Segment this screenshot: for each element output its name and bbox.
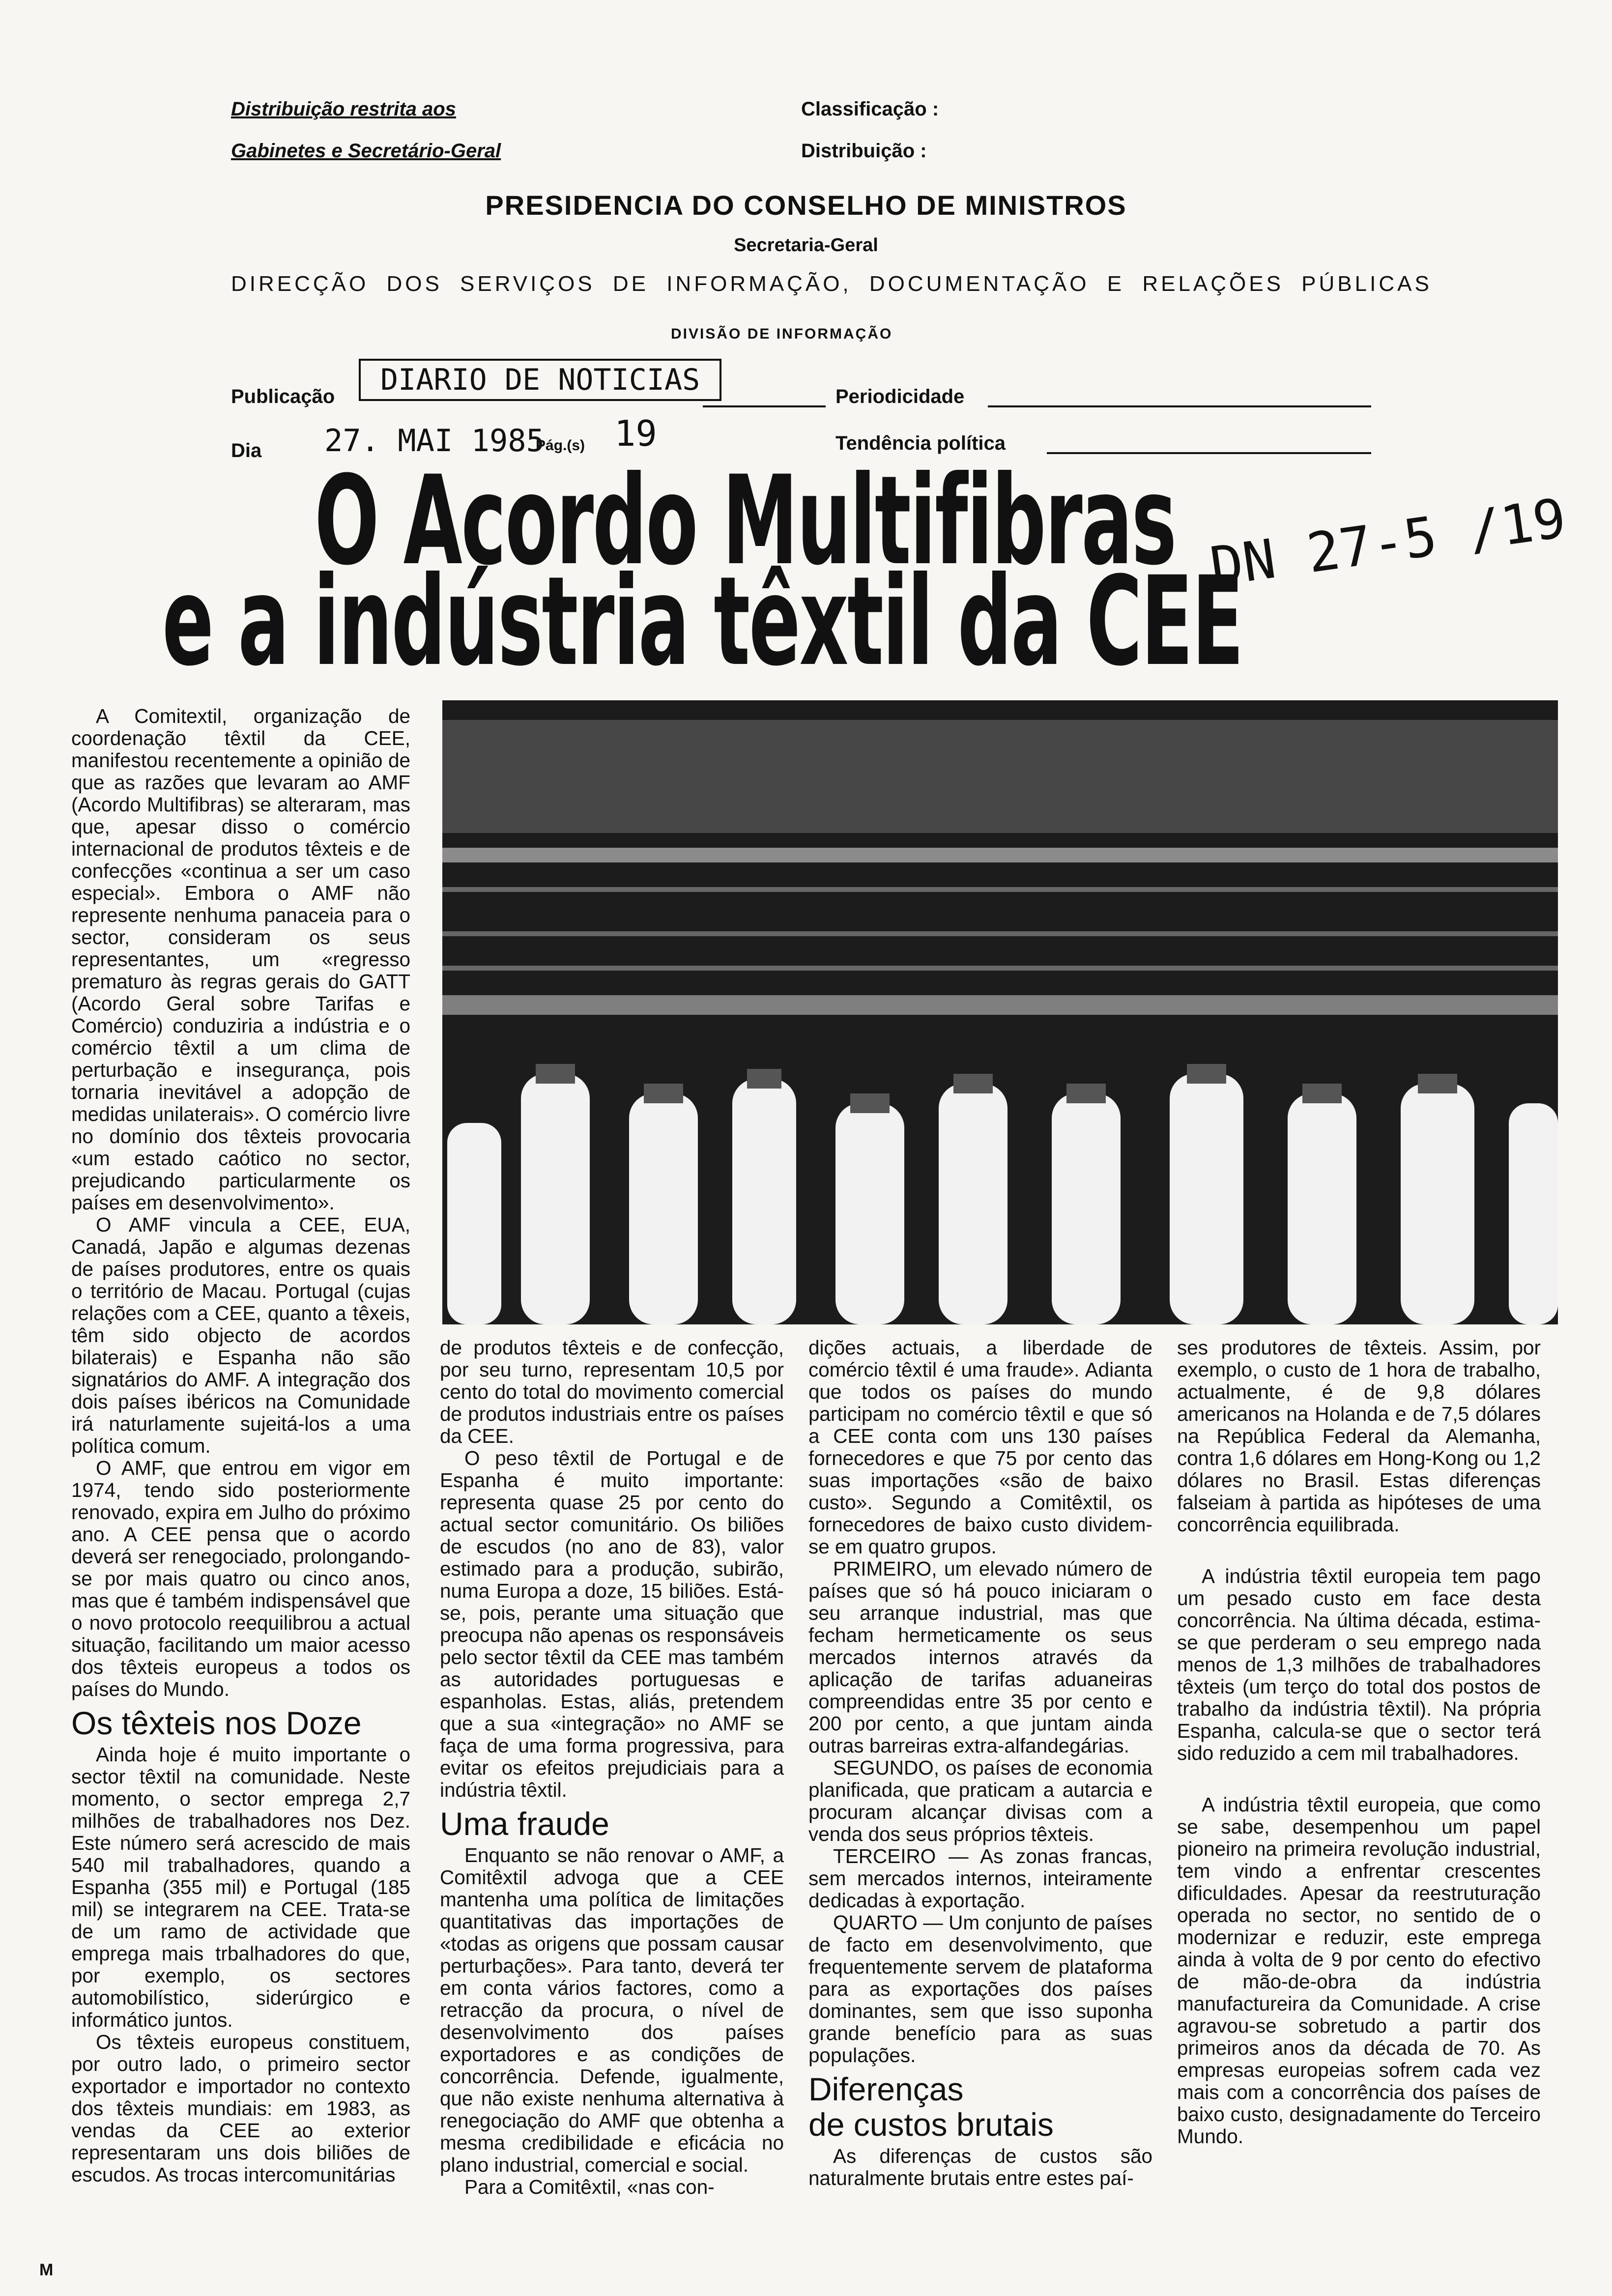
secretaria-geral: Secretaria-Geral bbox=[734, 235, 878, 256]
col4-para-1: ses produtores de têxteis. Assim, por exemplo, o custo de 1 hora de trabalho, actualmente, é de 9,8 dólares americanos na Holanda e de 7,5 dólares na República Federal da Alemanha, contra 1,6 dólares em Hong-Kong ou 1,2 dólares no Brasil. Estas diferenças falseiam à partida as hipóteses de uma concorrência equilibrada. bbox=[1177, 1336, 1541, 1536]
footer-mark: M bbox=[39, 2261, 54, 2279]
presidencia-title: PRESIDENCIA DO CONSELHO DE MINISTROS bbox=[485, 190, 1127, 221]
distribution-label: Distribuição : bbox=[801, 140, 927, 162]
subhead-os-texteis: Os têxteis nos Doze bbox=[71, 1705, 362, 1741]
column-4 bbox=[1177, 1337, 1541, 2148]
col3-para-2: PRIMEIRO, um elevado número de países que só há pouco iniciaram o seu arranque industrial, mas que fecham hermeticamente os seus mercados internos através da aplicação de tarifas aduaneiras compreendidas entre 35 por cento e 200 por cento, a que juntam ainda outras barreiras extra-alfandegárias. bbox=[808, 1557, 1152, 1757]
subhead-uma-fraude: Uma fraude bbox=[440, 1806, 609, 1842]
col1b-para-2: Os têxteis europeus constituem, por outro lado, o primeiro sector exportador e importador no contexto dos têxteis mundiais: em 1983, as vendas da CEE ao exterior representaram uns dois biliões de escudos. As trocas intercomunitárias bbox=[71, 2031, 410, 2186]
col2-para-2: O peso têxtil de Portugal e de Espanha é muito importante: representa quase 25 por cento do actual sector comunitário. Os biliões de escudos (no ano de 83), valor estimado para a produção, subirão, numa Europa a doze, 15 biliões. Está-se, pois, perante uma situação que preocupa não apenas os responsáveis pelo sector têxtil da CEE mas também as autoridades portuguesas e espanholas. Estas, aliás, pretendem que a sua «integração» no AMF se faça de uma forma progressiva, para evitar os efeitos prejudiciais para a indústria têxtil. bbox=[440, 1447, 784, 1801]
col4-para-3: A indústria têxtil europeia, que como se sabe, desempenhou um papel pioneiro na primeira revolução industrial, tem vindo a enfrentar crescentes dificuldades. Apesar da reestruturação operada no sector, no sentido de o modernizar e reduzir, este emprega ainda à volta de 9 por cento do efectivo de mão-de-obra da indústria manufactureira da Comunidade. A crise agravou-se sobretudo a partir dos primeiros anos da década de 70. As empresas europeias sofrem cada vez mais com a concorrência dos países de baixo custo, designadamente do Terceiro Mundo. bbox=[1177, 1793, 1541, 2148]
col3b-para-1: As diferenças de custos são naturalmente brutais entre estes paí- bbox=[808, 2145, 1152, 2189]
col2b-para-1: Enquanto se não renovar o AMF, a Comitêxtil advoga que a CEE mantenha uma política de limitações quantitativas das importações de «todas as origens que possam causar perturbações». Para tanto, deverá ter em conta vários factores, como a retracção da procura, o nível de desenvolvimento dos países exportadores e as condições de concorrência. Defende, igualmente, que não existe nenhuma alternativa à renegociação do AMF que obtenha a mesma credibilidade e eficácia no plano industrial, comercial e social. bbox=[440, 1844, 784, 2176]
direccao-line: DIRECÇÃO DOS SERVIÇOS DE INFORMAÇÃO, DOCUMENTAÇÃO E RELAÇÕES PÚBLICAS bbox=[231, 272, 1432, 296]
publicacao-underline bbox=[703, 405, 826, 407]
col3-para-4: TERCEIRO — As zonas francas, sem mercados internos, inteiramente dedicadas à exportação. bbox=[808, 1845, 1152, 1912]
dia-stamp: 27. MAI 1985 bbox=[324, 423, 545, 459]
col3-para-3: SEGUNDO, os países de economia planificada, que praticam a autarcia e procuram alcançar divisas com a venda dos seus próprios têxteis. bbox=[808, 1756, 1152, 1845]
pag-handwritten: 19 bbox=[614, 413, 657, 454]
column-2 bbox=[440, 1337, 784, 2198]
divisao-line: DIVISÃO DE INFORMAÇÃO bbox=[671, 326, 893, 342]
factory-photo-drawing bbox=[442, 700, 1558, 1324]
col3-para-1: dições actuais, a liberdade de comércio têxtil é uma fraude». Adianta que todos os países do mundo participam no comércio têxtil e que só a CEE conta com uns 130 países fornecedores e que 75 por cento das suas importações «são de baixo custo». Segundo a Comitêxtil, os fornecedores de baixo custo dividem-se em quatro grupos. bbox=[808, 1336, 1152, 1558]
col1b-para-1: Ainda hoje é muito importante o sector têxtil na comunidade. Neste momento, o sector emprega 2,7 milhões de trabalhadores nos Dez. Este número será acrescido de mais 540 mil trabalhadores, quando a Espanha (355 mil) e Portugal (185 mil) se integrarem na CEE. Trata-se de um ramo de actividade que emprega mais trbalhadores do que, por exemplo, os sectores automobilístico, siderúrgico e informático juntos. bbox=[71, 1743, 410, 2031]
distribution-line-2: Gabinetes e Secretário-Geral bbox=[231, 140, 501, 162]
col1-para-3: O AMF, que entrou em vigor em 1974, tendo sido posteriormente renovado, expira em Julho do próximo ano. A CEE pensa que o acordo deverá ser renegociado, prolongando-se por mais quatro ou cinco anos, mas que é também indispensável que o novo protocolo reequilibrou a actual situação, facilitando um maior acesso dos têxteis europeus a todos os países do Mundo. bbox=[71, 1457, 410, 1700]
tendencia-label: Tendência política bbox=[835, 432, 1006, 454]
col4-para-2: A indústria têxtil europeia tem pago um pesado custo em face desta concorrência. Na última década, estima-se que perderam o seu emprego nada menos de 1,3 milhões de trabalhadores têxteis (um terço do total dos postos de trabalho da indústria têxtil). Na própria Espanha, calcula-se que o sector terá sido reduzido a cem mil trabalhadores. bbox=[1177, 1565, 1541, 1764]
publicacao-stamp: DIARIO DE NOTICIAS bbox=[359, 359, 721, 401]
distribution-line-1: Distribuição restrita aos bbox=[231, 98, 456, 120]
col3-para-5: QUARTO — Um conjunto de países de facto em desenvolvimento, que frequentemente servem de plataforma para as exportações dos países dominantes, sem que isso suponha grande benefício para as suas populações. bbox=[808, 1911, 1152, 2066]
classification-label: Classificação : bbox=[801, 98, 939, 120]
col2b-para-2: Para a Comitêxtil, «nas con- bbox=[464, 2176, 715, 2198]
subhead-diferencas: Diferenças bbox=[808, 2071, 964, 2107]
column-3 bbox=[808, 1337, 1152, 2189]
headline-line-1: O Acordo Multifibras bbox=[315, 449, 1176, 592]
headline-line-2: e a indústria têxtil da CEE bbox=[162, 550, 1243, 693]
periodicidade-label: Periodicidade bbox=[835, 386, 965, 407]
handwritten-reference: DN 27-5 /19 bbox=[1206, 486, 1570, 599]
periodicidade-underline bbox=[988, 405, 1371, 407]
col1-para-1: A Comitextil, organização de coordenação têxtil da CEE, manifestou recentemente a opinião de que as razões que levaram ao AMF (Acordo Multifibras) se alteraram, mas que, apesar disso o comércio internacional de produtos têxteis e de confecções «continua a ser um caso especial». Embora o AMF não represente nenhuma panaceia para o sector, consideram os seus representantes, um «regresso prematuro às regras gerais do GATT (Acordo Geral sobre Tarifas e Comércio) conduziria a indústria e o comércio têxtil a um clima de perturbação e insegurança, pois tornaria inevitável a adopção de medidas unilaterais». O comércio livre no domínio dos têxteis provocaria «um estado caótico no sector, prejudicando particularmente os países em desenvolvimento». bbox=[71, 705, 410, 1214]
dia-label: Dia bbox=[231, 440, 262, 461]
pag-label: Pág.(s) bbox=[536, 437, 585, 454]
column-1 bbox=[71, 705, 410, 2186]
col1-para-2: O AMF vincula a CEE, EUA, Canadá, Japão e algumas dezenas de países produtores, entre os quais o território de Macau. Portugal (cujas relações com a CEE, quanto a têxeis, têm sido objecto de acordos bilaterais) e Espanha não são signatários do AMF. A integração dos dois países ibéricos na Comunidade irá naturlamente sujeitá-los a uma política comum. bbox=[71, 1213, 410, 1457]
publicacao-label: Publicação bbox=[231, 386, 335, 407]
factory-photo bbox=[442, 700, 1558, 1324]
subhead-custos-brutais: de custos brutais bbox=[808, 2106, 1054, 2143]
col2-para-1: de produtos têxteis e de confecção, por seu turno, representam 10,5 por cento do total do movimento comercial de produtos industriais entre os países da CEE. bbox=[440, 1336, 784, 1447]
